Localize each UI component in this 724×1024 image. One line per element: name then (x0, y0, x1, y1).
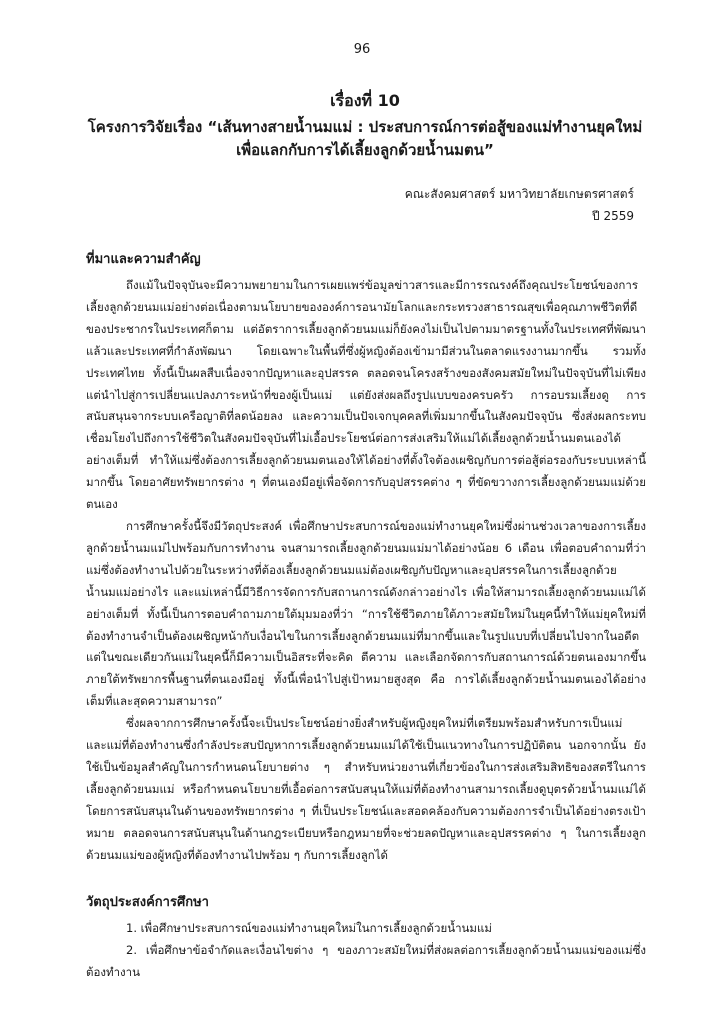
section-spacer (86, 866, 646, 893)
paragraph: การศึกษาครั้งนี้จึงมีวัตถุประสงค์ เพื่อศึกษาประสบการณ์ของแม่ทำงานยุคใหม่ซึ่งผ่านช่วงเวลาของการเลี้ยงลูกด้วยน้ำนมแม่ไปพร้อมกับการทำงาน จนสามารถเลี้ยงลูกด้วยนมแม่มาได้อย่างน้อย 6 เดือน เพื่อตอบคำถามที่ว่าแม่ซึ่งต้องทำงานไปด้วยในระหว่างที่ต้องเลี้ยงลูกด้วยนมแม่ต้องเผชิญกับปัญหาและอุปสรรคในการเลี้ยงลูกด้วยน้ำนมแม่อย่างไร และแม่เหล่านี้มีวิธีการจัดการกับสถานการณ์ดังกล่าวอย่างไร เพื่อให้สามารถเลี้ยงลูกด้วยนมแม่ได้อย่างเต็มที่ ทั้งนี้เป็นการตอบคำถามภายใต้มุมมองที่ว่า “การใช้ชีวิตภายใต้ภาวะสมัยใหม่ในยุคนี้ทำให้แม่ยุคใหม่ที่ต้องทำงานจำเป็นต้องเผชิญหน้ากับเงื่อนไขในการเลี้ยงลูกด้วยนมแม่ที่มากขึ้นและในรูปแบบที่เปลี่ยนไปจากในอดีต แต่ในขณะเดียวกันแม่ในยุคนี้ก็มีความเป็นอิสระที่จะคิด ตีความ และเลือกจัดการกับสถานการณ์ด้วยตนเองมากขึ้นภายใต้ทรัพยากรพื้นฐานที่ตนเองมีอยู่ ทั้งนี้เพื่อนำไปสู่เป้าหมายสูงสุด คือ การได้เลี้ยงลูกด้วยน้ำนมตนเองได้อย่างเต็มที่และสุดความสามารถ” (86, 518, 646, 709)
objectives-section (86, 893, 646, 984)
document-body (86, 250, 646, 984)
affiliation-block (234, 183, 634, 227)
paragraph: ซึ่งผลจากการศึกษาครั้งนี้จะเป็นประโยชน์อย่างยิ่งสำหรับผู้หญิงยุคใหม่ที่เตรียมพร้อมสำหรับการเป็นแม่ และแม่ที่ต้องทำงานซึ่งกำลังประสบปัญหาการเลี้ยงลูกด้วยนมแม่ได้ใช้เป็นแนวทางในการปฏิบัติตน นอกจากนั้น ยังใช้เป็นข้อมูลสำคัญในการกำหนดนโยบายต่าง ๆ สำหรับหน่วยงานที่เกี่ยวข้องในการส่งเสริมสิทธิของสตรีในการเลี้ยงลูกด้วยนมแม่ หรือกำหนดนโยบายที่เอื้อต่อการสนับสนุนให้แม่ที่ต้องทำงานสามารถเลี้ยงดูบุตรด้วยน้ำนมแม่ได้ โดยการสนับสนุนในด้านของทรัพยากรต่าง ๆ ที่เป็นประโยชน์และสอดคล้องกับความต้องการจำเป็นได้อย่างตรงเป้าหมาย ตลอดจนการสนับสนุนในด้านกฎระเบียบหรือกฎหมายที่จะช่วยลดปัญหาและอุปสรรคต่าง ๆ ในการเลี้ยงลูกด้วยนมแม่ของผู้หญิงที่ต้องทำงานไปพร้อม ๆ กับการเลี้ยงลูกได้ (86, 716, 646, 862)
section-heading-background: ที่มาและความสำคัญ (86, 252, 201, 267)
project-title-line-1: โครงการวิจัยเรื่อง “เส้นทางสายน้ำนมแม่ : ประสบการณ์การต่อสู้ของแม่ทำงานยุคใหม่ (87, 118, 643, 136)
project-title-line-2: เพื่อแลกกับการได้เลี้ยงลูกด้วยน้ำนมตน” (236, 141, 494, 159)
objectives-list (86, 918, 646, 984)
year: ปี 2559 (592, 209, 634, 223)
affiliation: คณะสังคมศาสตร์ มหาวิทยาลัยเกษตรศาสตร์ (404, 187, 634, 201)
section-heading-objectives: วัตถุประสงค์การศึกษา (86, 895, 209, 911)
paragraph: ถึงแม้ในปัจจุบันจะมีความพยายามในการเผยแพร่ข้อมูลข่าวสารและมีการรณรงค์ถึงคุณประโยชน์ของการเลี้ยงลูกด้วยนมแม่อย่างต่อเนื่องตามนโยบายขององค์การอนามัยโลกและกระทรวงสาธารณสุขเพื่อคุณภาพชีวิตที่ดีของประชากรในประเทศก็ตาม แต่อัตราการเลี้ยงลูกด้วยนมแม่ก็ยังคงไม่เป็นไปตามมาตรฐานทั้งในประเทศที่พัฒนาแล้วและประเทศที่กำลังพัฒนา โดยเฉพาะในพื้นที่ซึ่งผู้หญิงต้องเข้ามามีส่วนในตลาดแรงงานมากขึ้น รวมทั้งประเทศไทย ทั้งนี้เป็นผลสืบเนื่องจากปัญหาและอุปสรรค ตลอดจนโครงสร้างของสังคมสมัยใหม่ในปัจจุบันที่ไม่เพียงแต่นำไปสู่การเปลี่ยนแปลงภาระหน้าที่ของผู้เป็นแม่ แต่ยังส่งผลถึงรูปแบบของครบครัว การอบรมเลี้ยงดู การสนับสนุนจากระบบเครือญาติที่ลดน้อยลง และความเป็นปัจเจกบุคคลที่เพิ่มมากขึ้นในสังคมปัจจุบัน ซึ่งส่งผลกระทบเชื่อมโยงไปถึงการใช้ชีวิตในสังคมปัจจุบันที่ไม่เอื้อประโยชน์ต่อการส่งเสริมให้แม่ได้เลี้ยงลูกด้วยน้ำนมตนเองได้อย่างเต็มที่ ทำให้แม่ซึ่งต้องการเลี้ยงลูกด้วยนมตนเองให้ได้อย่างที่ตั้งใจต้องเผชิญกับการต่อสู้ต่อรองกับระบบเหล่านี้มากขึ้น โดยอาศัยทรัพยากรต่าง ๆ ที่ตนเองมีอยู่เพื่อจัดการกับอุปสรรคต่าง ๆ ที่ขัดขวางการเลี้ยงลูกด้วยนมแม่ด้วยตนเอง (86, 278, 646, 512)
project-title (60, 116, 670, 162)
story-number: เรื่องที่ 10 (330, 91, 400, 110)
page-number: 96 (353, 42, 371, 57)
background-section (86, 250, 646, 866)
document-header (60, 90, 670, 162)
objective-item: 1. เพื่อศึกษาประสบการณ์ของแม่ทำงานยุคใหม่ในการเลี้ยงลูกด้วยน้ำนมแม่ (126, 921, 492, 936)
objective-item: 2. เพื่อศึกษาข้อจำกัดและเงื่อนไขต่าง ๆ ของภาวะสมัยใหม่ที่ส่งผลต่อการเลี้ยงลูกด้วยน้ำนมแม่ของแม่ซึ่งต้องทำงาน (86, 943, 646, 980)
